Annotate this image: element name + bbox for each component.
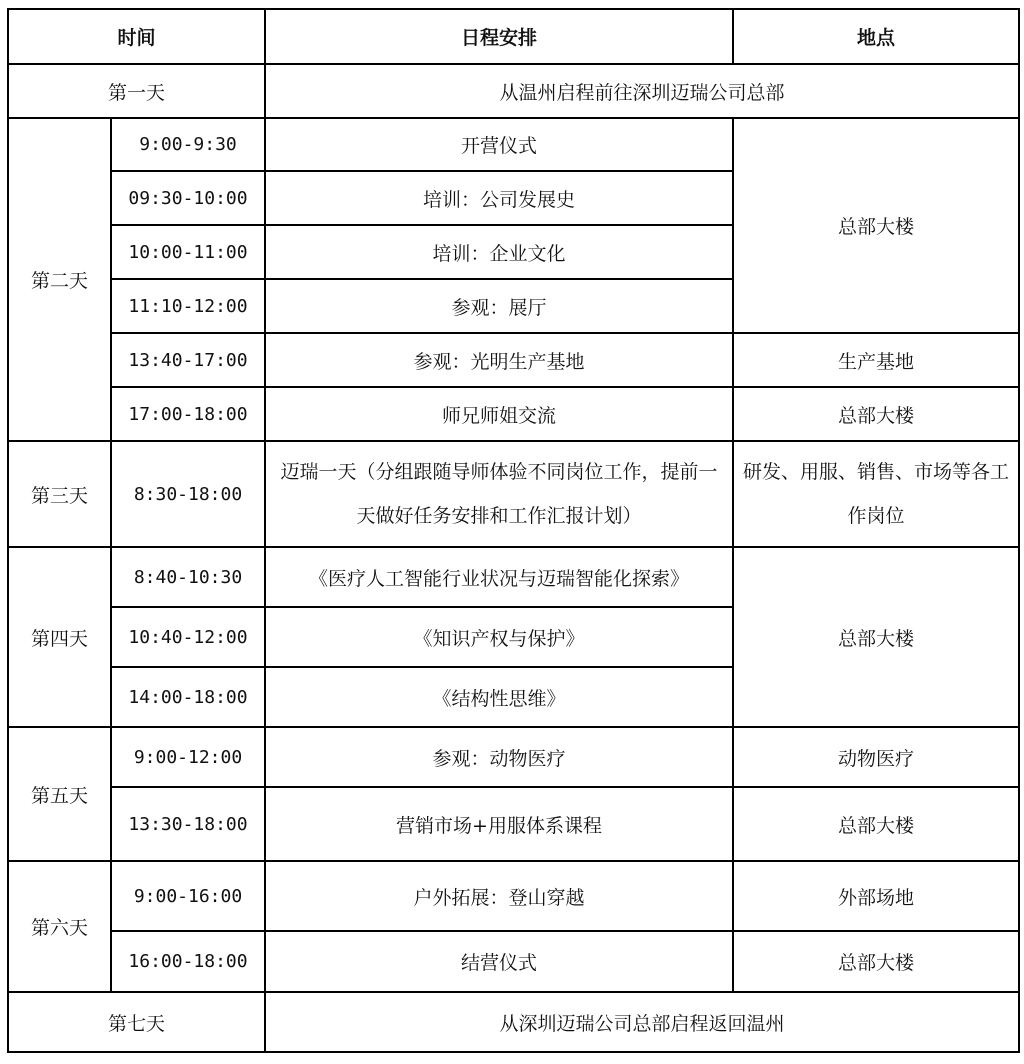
location-cell: 总部大楼 <box>733 547 1019 727</box>
activity-cell: 培训：企业文化 <box>265 225 733 279</box>
activity-cell: 师兄师姐交流 <box>265 387 733 441</box>
time-cell: 10:00-11:00 <box>111 225 265 279</box>
location-cell: 动物医疗 <box>733 727 1019 787</box>
day7-desc: 从深圳迈瑞公司总部启程返回温州 <box>265 992 1019 1052</box>
time-cell: 17:00-18:00 <box>111 387 265 441</box>
day6-label: 第六天 <box>8 861 111 992</box>
activity-cell: 迈瑞一天（分组跟随导师体验不同岗位工作，提前一天做好任务安排和工作汇报计划） <box>265 441 733 547</box>
activity-cell: 参观：光明生产基地 <box>265 333 733 387</box>
activity-cell: 结营仪式 <box>265 931 733 992</box>
location-cell: 总部大楼 <box>733 931 1019 992</box>
day7-row <box>8 992 1019 1052</box>
day1-row <box>8 64 1019 118</box>
time-cell: 8:40-10:30 <box>111 547 265 607</box>
time-cell: 9:00-9:30 <box>111 118 265 171</box>
location-cell: 总部大楼 <box>733 387 1019 441</box>
location-cell: 研发、用服、销售、市场等各工作岗位 <box>733 441 1019 547</box>
activity-cell: 《结构性思维》 <box>265 667 733 727</box>
day2-label: 第二天 <box>8 118 111 441</box>
activity-cell: 参观：动物医疗 <box>265 727 733 787</box>
table-row <box>8 118 1019 171</box>
header-row <box>8 9 1019 64</box>
activity-cell: 营销市场+用服体系课程 <box>265 787 733 861</box>
activity-cell: 开营仪式 <box>265 118 733 171</box>
table-row <box>8 931 1019 992</box>
time-cell: 09:30-10:00 <box>111 171 265 225</box>
table-row <box>8 333 1019 387</box>
schedule-table <box>7 8 1020 1053</box>
time-cell: 13:30-18:00 <box>111 787 265 861</box>
location-cell: 总部大楼 <box>733 118 1019 333</box>
time-cell: 13:40-17:00 <box>111 333 265 387</box>
time-cell: 8:30-18:00 <box>111 441 265 547</box>
location-cell: 生产基地 <box>733 333 1019 387</box>
day1-label: 第一天 <box>8 64 265 118</box>
day1-desc: 从温州启程前往深圳迈瑞公司总部 <box>265 64 1019 118</box>
activity-cell: 户外拓展：登山穿越 <box>265 861 733 931</box>
table-row <box>8 441 1019 547</box>
table-row <box>8 787 1019 861</box>
activity-cell: 参观：展厅 <box>265 279 733 333</box>
time-cell: 16:00-18:00 <box>111 931 265 992</box>
location-cell: 总部大楼 <box>733 787 1019 861</box>
activity-cell: 培训：公司发展史 <box>265 171 733 225</box>
time-cell: 9:00-16:00 <box>111 861 265 931</box>
time-cell: 11:10-12:00 <box>111 279 265 333</box>
location-cell: 外部场地 <box>733 861 1019 931</box>
day3-label: 第三天 <box>8 441 111 547</box>
header-location: 地点 <box>733 9 1019 64</box>
table-row <box>8 727 1019 787</box>
table-row <box>8 547 1019 607</box>
activity-cell: 《知识产权与保护》 <box>265 607 733 667</box>
day4-label: 第四天 <box>8 547 111 727</box>
day5-label: 第五天 <box>8 727 111 861</box>
table-row <box>8 387 1019 441</box>
time-cell: 9:00-12:00 <box>111 727 265 787</box>
time-cell: 10:40-12:00 <box>111 607 265 667</box>
table-row <box>8 861 1019 931</box>
day7-label: 第七天 <box>8 992 265 1052</box>
activity-cell: 《医疗人工智能行业状况与迈瑞智能化探索》 <box>265 547 733 607</box>
header-time: 时间 <box>8 9 265 64</box>
header-schedule: 日程安排 <box>265 9 733 64</box>
time-cell: 14:00-18:00 <box>111 667 265 727</box>
